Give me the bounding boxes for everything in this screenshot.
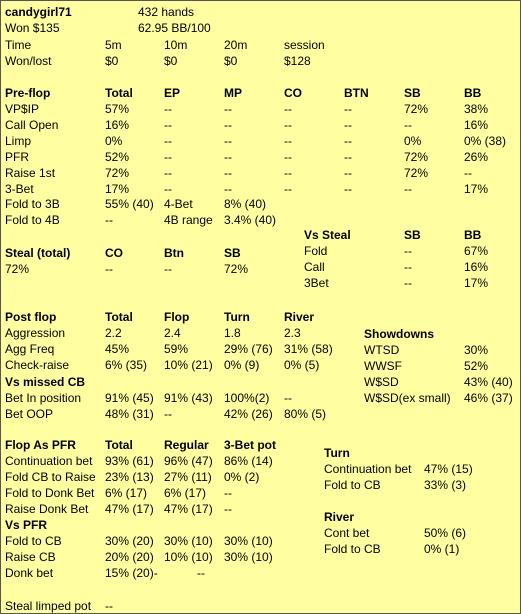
preflop-cell: -- <box>404 118 412 132</box>
preflop-col-header: BTN <box>344 86 369 100</box>
flop-pfr-cell: -- <box>224 486 232 500</box>
vs-pfr-row-label: Donk bet <box>5 566 54 580</box>
flop-pfr-row-label: Fold CB to Raise <box>5 470 96 484</box>
four-b-range-value: 3.4% (40) <box>224 213 277 227</box>
preflop-cell: 16% <box>464 118 489 132</box>
vs-pfr-row-label: Fold to CB <box>5 534 62 548</box>
flop-pfr-row-label: Continuation bet <box>5 454 93 468</box>
preflop-cell: 0% (38) <box>464 134 507 148</box>
flop-pfr-cell: 23% (13) <box>105 470 154 484</box>
vs-pfr-cell: 20% (20) <box>105 550 154 564</box>
preflop-row-label: Limp <box>5 134 32 148</box>
postflop-cell: 2.2 <box>105 326 122 340</box>
missed-cb-cell: -- <box>284 391 292 405</box>
river-value: 50% (6) <box>424 526 467 540</box>
preflop-cell: 0% <box>105 134 123 148</box>
flop-pfr-col-header: Total <box>105 438 133 452</box>
vs-pfr-cell: 30% (10) <box>164 534 213 548</box>
missed-cb-cell: 42% (26) <box>224 407 273 421</box>
vs-pfr-cell: 30% (10) <box>224 550 273 564</box>
vs-steal-col-header: SB <box>404 228 421 242</box>
wonlost-value: $0 <box>105 54 119 68</box>
vs-steal-row-label: 3Bet <box>304 276 329 290</box>
time-col: session <box>284 38 325 52</box>
fold-to-4b-value: -- <box>105 213 113 227</box>
showdown-row-label: W$SD(ex small) <box>364 391 451 405</box>
turn-row-label: Continuation bet <box>324 462 412 476</box>
preflop-cell: -- <box>344 182 352 196</box>
vs-missed-cb-header: Vs missed CB <box>5 375 86 389</box>
preflop-row-label: Raise 1st <box>5 166 56 180</box>
preflop-cell: 72% <box>404 150 429 164</box>
missed-cb-cell: -- <box>164 407 172 421</box>
preflop-cell: -- <box>404 182 412 196</box>
showdown-row-label: W$SD <box>364 375 399 389</box>
flop-pfr-cell: 47% (17) <box>164 502 213 516</box>
preflop-cell: -- <box>224 166 232 180</box>
vs-pfr-cell: -- <box>197 566 205 580</box>
preflop-cell: 0% <box>404 134 422 148</box>
postflop-cell: 45% <box>105 342 130 356</box>
missed-cb-cell: 80% (5) <box>284 407 327 421</box>
preflop-cell: -- <box>224 150 232 164</box>
flop-pfr-cell: 6% (17) <box>105 486 148 500</box>
wonlost-value: $0 <box>224 54 238 68</box>
time-col: 10m <box>164 38 188 52</box>
vs-pfr-header: Vs PFR <box>5 518 48 532</box>
showdown-row-label: WTSD <box>364 343 400 357</box>
postflop-cell: 6% (35) <box>105 358 148 372</box>
preflop-cell: -- <box>164 118 172 132</box>
player-name: candygirl71 <box>5 5 72 19</box>
flop-pfr-row-label: Raise Donk Bet <box>5 502 89 516</box>
preflop-row-label: VP$IP <box>5 102 40 116</box>
preflop-row-label: PFR <box>5 150 29 164</box>
vs-steal-header: Vs Steal <box>304 228 351 242</box>
preflop-col-header: BB <box>464 86 482 100</box>
vs-steal-row-label: Call <box>304 260 325 274</box>
postflop-cell: 31% (58) <box>284 342 333 356</box>
preflop-cell: -- <box>224 134 232 148</box>
flop-pfr-row-label: Fold to Donk Bet <box>5 486 95 500</box>
preflop-row-label: 3-Bet <box>5 182 34 196</box>
preflop-cell: 52% <box>105 150 130 164</box>
preflop-cell: -- <box>224 182 232 196</box>
fold-to-4b-label: Fold to 4B <box>5 213 60 227</box>
postflop-cell: 2.4 <box>164 326 181 340</box>
preflop-cell: -- <box>344 118 352 132</box>
fold-to-3b-value: 55% (40) <box>105 197 154 211</box>
turn-row-label: Fold to CB <box>324 478 381 492</box>
postflop-col-header: Turn <box>224 310 250 324</box>
showdown-value: 52% <box>464 359 489 373</box>
missed-cb-cell: 100%(2) <box>224 391 270 405</box>
missed-cb-row-label: Bet OOP <box>5 407 54 421</box>
preflop-cell: -- <box>224 102 232 116</box>
preflop-cell: -- <box>164 102 172 116</box>
wonlost-value: $0 <box>164 54 178 68</box>
flop-pfr-cell: 93% (61) <box>105 454 154 468</box>
vs-pfr-cell: 10% (10) <box>164 550 213 564</box>
showdown-value: 46% (37) <box>464 391 513 405</box>
postflop-col-header: River <box>284 310 315 324</box>
river-header: River <box>324 510 355 524</box>
preflop-cell: -- <box>344 150 352 164</box>
showdowns-header: Showdowns <box>364 327 434 341</box>
flop-pfr-cell: 96% (47) <box>164 454 213 468</box>
preflop-cell: -- <box>164 134 172 148</box>
vs-steal-cell: -- <box>404 244 412 258</box>
preflop-cell: -- <box>344 134 352 148</box>
postflop-cell: 1.8 <box>224 326 241 340</box>
preflop-cell: 72% <box>404 102 429 116</box>
vs-steal-row-label: Fold <box>304 244 328 258</box>
steal-value: -- <box>105 262 113 276</box>
postflop-cell: 10% (21) <box>164 358 213 372</box>
vs-pfr-cell: 30% (10) <box>224 534 273 548</box>
postflop-cell: 0% (5) <box>284 358 320 372</box>
preflop-cell: 17% <box>105 182 130 196</box>
won-amount: Won $135 <box>5 21 60 35</box>
steal-col-header: SB <box>224 246 241 260</box>
preflop-cell: -- <box>284 134 292 148</box>
steal-value: -- <box>164 262 172 276</box>
preflop-cell: -- <box>164 182 172 196</box>
turn-header: Turn <box>324 446 350 460</box>
preflop-cell: 17% <box>464 182 489 196</box>
preflop-cell: -- <box>344 102 352 116</box>
preflop-cell: 26% <box>464 150 489 164</box>
steal-col-header: Btn <box>164 246 184 260</box>
postflop-col-header: Flop <box>164 310 190 324</box>
preflop-cell: -- <box>344 166 352 180</box>
showdown-value: 43% (40) <box>464 375 513 389</box>
vs-steal-cell: 67% <box>464 244 489 258</box>
preflop-col-header: Total <box>105 86 133 100</box>
missed-cb-row-label: Bet In position <box>5 391 82 405</box>
flop-pfr-cell: 6% (17) <box>164 486 207 500</box>
preflop-cell: -- <box>164 150 172 164</box>
preflop-cell: -- <box>224 118 232 132</box>
vs-pfr-cell: 30% (20) <box>105 534 154 548</box>
four-b-range-label: 4B range <box>164 213 213 227</box>
wonlost-label: Won/lost <box>5 54 52 68</box>
preflop-col-header: MP <box>224 86 242 100</box>
vs-pfr-cell: 15% (20)- <box>105 566 158 580</box>
turn-value: 47% (15) <box>424 462 473 476</box>
steal-value: 72% <box>224 262 249 276</box>
preflop-col-header: CO <box>284 86 302 100</box>
vs-steal-cell: -- <box>404 260 412 274</box>
vs-steal-col-header: BB <box>464 228 482 242</box>
postflop-col-header: Total <box>105 310 133 324</box>
preflop-cell: -- <box>164 166 172 180</box>
missed-cb-cell: 91% (45) <box>105 391 154 405</box>
postflop-row-label: Agg Freq <box>5 342 55 356</box>
postflop-row-label: Aggression <box>5 326 66 340</box>
bb-per-100: 62.95 BB/100 <box>138 21 211 35</box>
postflop-cell: 2.3 <box>284 326 301 340</box>
preflop-cell: -- <box>284 102 292 116</box>
postflop-cell: 29% (76) <box>224 342 273 356</box>
river-row-label: Cont bet <box>324 526 370 540</box>
steal-limped-pot-value: -- <box>105 599 113 613</box>
preflop-row-label: Call Open <box>5 118 59 132</box>
preflop-cell: 16% <box>105 118 130 132</box>
flop-pfr-cell: 47% (17) <box>105 502 154 516</box>
flop-pfr-cell: 27% (11) <box>164 470 212 484</box>
postflop-row-label: Check-raise <box>5 358 70 372</box>
turn-value: 33% (3) <box>424 478 467 492</box>
hand-count: 432 hands <box>138 5 195 19</box>
vs-pfr-row-label: Raise CB <box>5 550 56 564</box>
preflop-cell: 72% <box>105 166 130 180</box>
time-col: 5m <box>105 38 122 52</box>
four-bet-label: 4-Bet <box>164 197 193 211</box>
preflop-cell: -- <box>284 118 292 132</box>
steal-total-value: 72% <box>5 262 30 276</box>
showdown-value: 30% <box>464 343 489 357</box>
preflop-cell: 57% <box>105 102 130 116</box>
preflop-cell: -- <box>284 150 292 164</box>
postflop-cell: 59% <box>164 342 189 356</box>
flop-pfr-header: Flop As PFR <box>5 438 76 452</box>
preflop-cell: 38% <box>464 102 489 116</box>
preflop-header: Pre-flop <box>5 86 51 100</box>
preflop-col-header: SB <box>404 86 421 100</box>
preflop-cell: -- <box>284 166 292 180</box>
steal-col-header: CO <box>105 246 123 260</box>
postflop-cell: 0% (9) <box>224 358 260 372</box>
missed-cb-cell: 48% (31) <box>105 407 154 421</box>
missed-cb-cell: 91% (43) <box>164 391 213 405</box>
preflop-col-header: EP <box>164 86 181 100</box>
preflop-cell: -- <box>464 166 472 180</box>
flop-pfr-col-header: Regular <box>164 438 209 452</box>
flop-pfr-cell: 86% (14) <box>224 454 273 468</box>
vs-steal-cell: 16% <box>464 260 489 274</box>
four-bet-value: 8% (40) <box>224 197 267 211</box>
flop-pfr-cell: 0% (2) <box>224 470 260 484</box>
fold-to-3b-label: Fold to 3B <box>5 197 60 211</box>
steal-limped-pot-label: Steal limped pot <box>5 599 92 613</box>
time-label: Time <box>5 38 32 52</box>
vs-steal-cell: 17% <box>464 276 489 290</box>
preflop-cell: 72% <box>404 166 429 180</box>
time-col: 20m <box>224 38 248 52</box>
flop-pfr-col-header: 3-Bet pot <box>224 438 276 452</box>
vs-steal-cell: -- <box>404 276 412 290</box>
showdown-row-label: WWSF <box>364 359 402 373</box>
wonlost-value: $128 <box>284 54 311 68</box>
preflop-cell: -- <box>284 182 292 196</box>
river-value: 0% (1) <box>424 542 460 556</box>
flop-pfr-cell: -- <box>224 502 232 516</box>
postflop-header: Post flop <box>5 310 57 324</box>
river-row-label: Fold to CB <box>324 542 381 556</box>
steal-total-label: Steal (total) <box>5 246 71 260</box>
